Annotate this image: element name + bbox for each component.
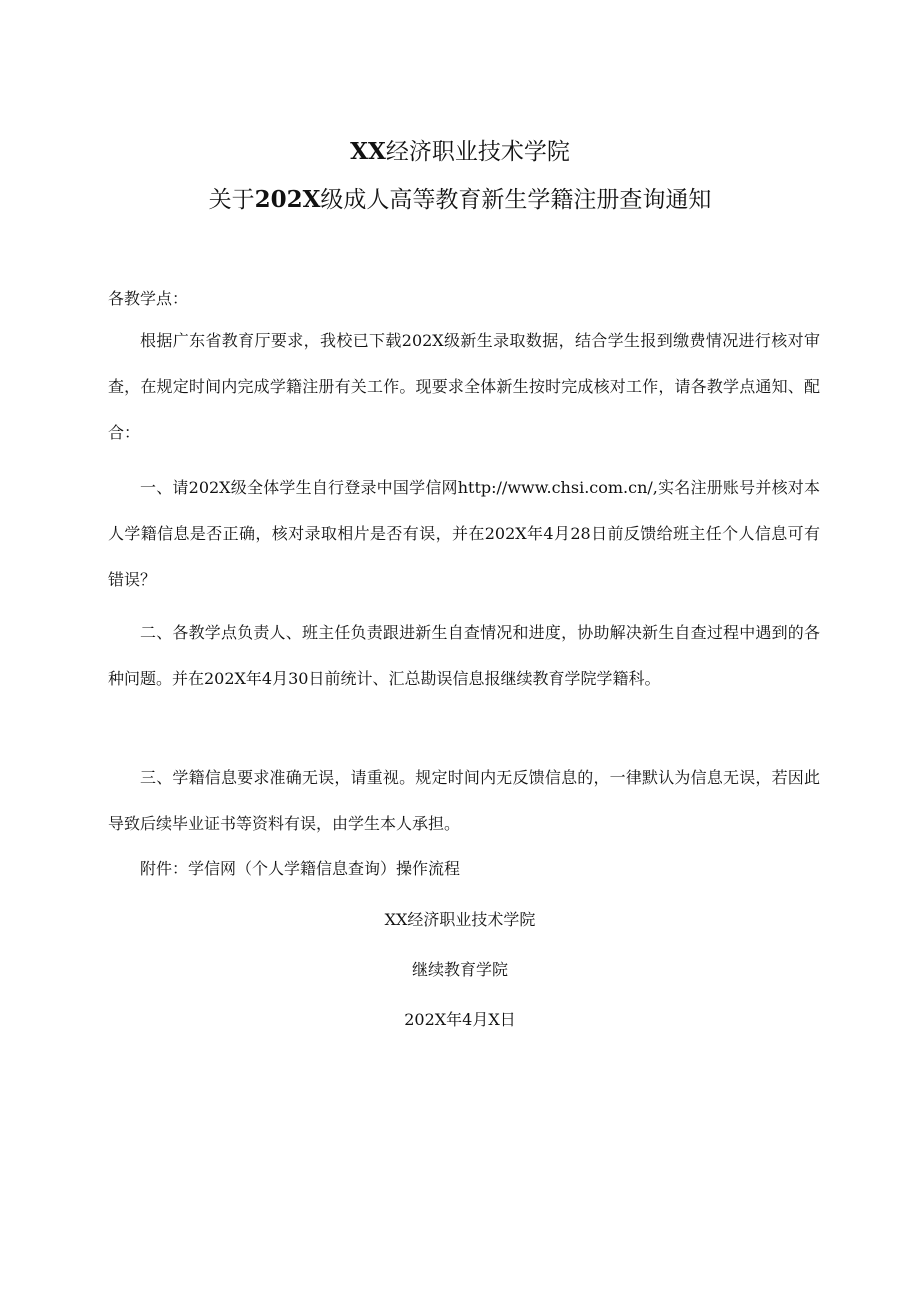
paragraph-item-3: 三、学籍信息要求准确无误，请重视。规定时间内无反馈信息的，一律默认为信息无误，若因此导致后续毕业证书等资料有误，由学生本人承担。 bbox=[108, 768, 820, 833]
title-year: 202X bbox=[254, 186, 321, 213]
title-org-name: 经济职业技术学院 bbox=[385, 139, 570, 165]
signature-dept: 继续教育学院 bbox=[411, 960, 508, 979]
signature-date: 202X年4月X日 bbox=[404, 1010, 516, 1029]
title-part-c: 级成人高等教育新生学籍注册查询通知 bbox=[320, 187, 712, 213]
salutation: 各教学点： bbox=[108, 289, 189, 308]
document-title-line-2 bbox=[0, 185, 920, 215]
title-org-prefix: XX bbox=[350, 138, 386, 165]
attachment-note: 附件：学信网（个人学籍信息查询）操作流程 bbox=[140, 859, 461, 878]
paragraph-item-1: 一、请202X级全体学生自行登录中国学信网http://www.chsi.com.cn/,实名注册账号并核对本人学籍信息是否正确，核对录取相片是否有误，并在202X年4月28日前反馈给班主任个人信息可有错误？ bbox=[108, 478, 820, 589]
document-title-line-1 bbox=[0, 137, 920, 167]
paragraph-item-2: 二、各教学点负责人、班主任负责跟进新生自查情况和进度，协助解决新生自查过程中遇到的各种问题。并在202X年4月30日前统计、汇总勘误信息报继续教育学院学籍科。 bbox=[108, 623, 820, 688]
paragraph-intro: 根据广东省教育厅要求，我校已下载202X级新生录取数据，结合学生报到缴费情况进行核对审查，在规定时间内完成学籍注册有关工作。现要求全体新生按时完成核对工作，请各教学点通知、配合： bbox=[108, 331, 820, 442]
title-part-a: 关于 bbox=[208, 187, 255, 213]
signature-org: XX经济职业技术学院 bbox=[384, 910, 536, 929]
